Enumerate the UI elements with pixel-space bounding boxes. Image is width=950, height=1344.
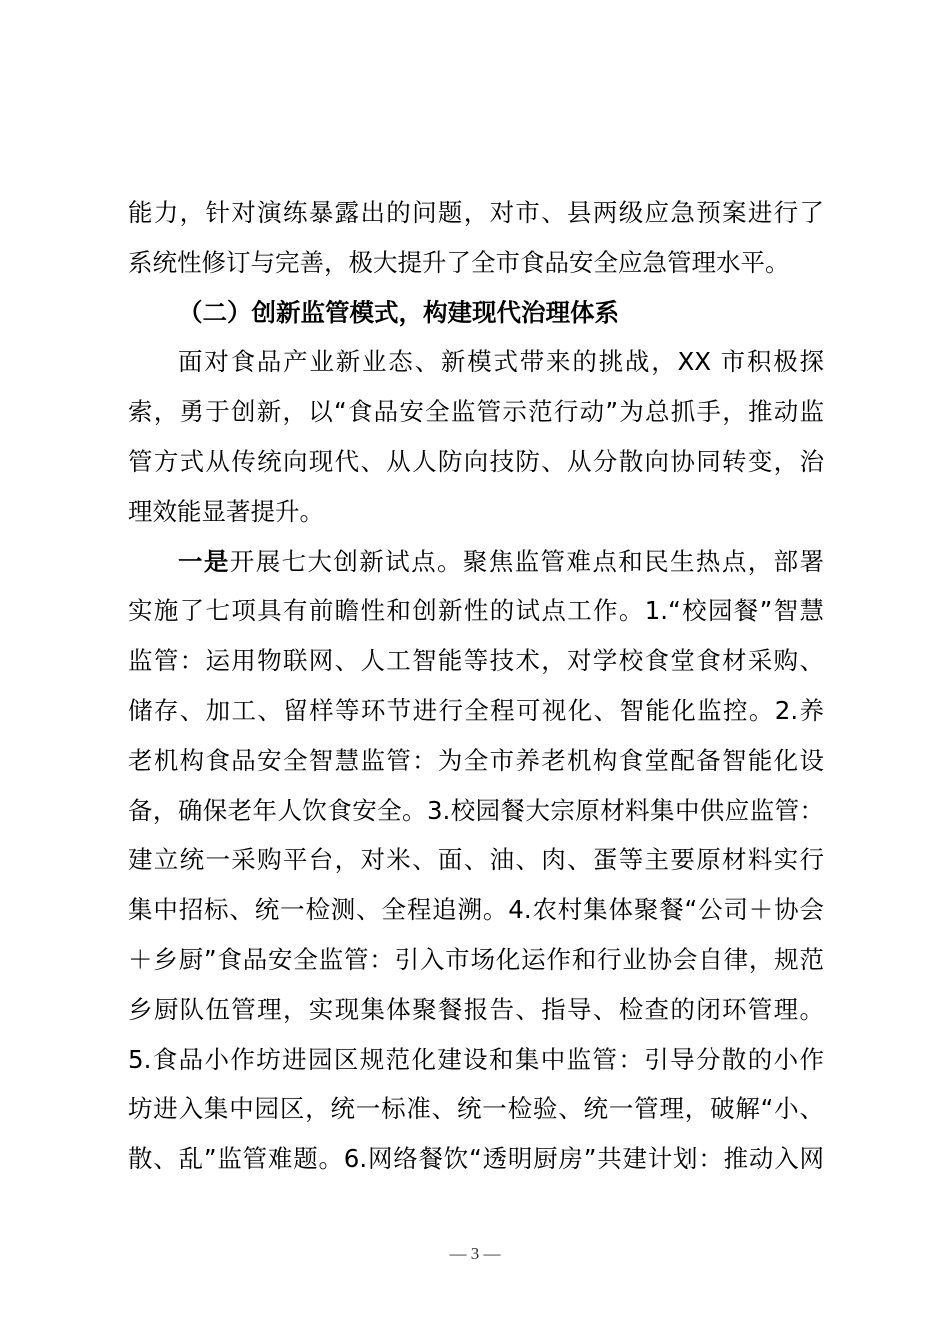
text-line <box>128 537 824 587</box>
text-line: 散、乱”监管难题。6.网络餐饮“透明厨房”共建计划：推动入网 <box>128 1144 824 1174</box>
text-line: 建立统一采购平台，对米、面、油、肉、蛋等主要原材料实行 <box>128 845 824 875</box>
text-line: 系统性修订与完善，极大提升了全市食品安全应急管理水平。 <box>128 247 790 277</box>
text-line: 能力，针对演练暴露出的问题，对市、县两级应急预案进行了 <box>128 198 824 227</box>
continuation-paragraph <box>128 188 824 288</box>
text-run: 开展七大创新试点。聚焦监管难点和民生热点，部署 <box>229 546 825 576</box>
bold-lead: 一是 <box>178 546 230 576</box>
text-line: 理效能显著提升。 <box>128 496 324 526</box>
text-line: 备，确保老年人饮食安全。3.校园餐大宗原材料集中供应监管： <box>128 795 824 825</box>
text-line: 储存、加工、留样等环节进行全程可视化、智能化监控。2.养 <box>128 695 824 725</box>
text-line: 管方式从传统向现代、从人防向技防、从分散向协同转变，治 <box>128 446 824 476</box>
paragraph-pilot-projects <box>128 537 824 1184</box>
text-line: ＋乡厨”食品安全监管：引入市场化运作和行业协会自律，规范 <box>128 944 824 974</box>
text-line: 索，勇于创新，以“食品安全监管示范行动”为总抓手，推动监 <box>128 397 824 427</box>
paragraph-innovation-intro <box>128 337 824 536</box>
text-line: 老机构食品安全智慧监管：为全市养老机构食堂配备智能化设 <box>128 745 824 775</box>
text-line: 实施了七项具有前瞻性和创新性的试点工作。1.“校园餐”智慧 <box>128 596 824 626</box>
section-heading: （二）创新监管模式，构建现代治理体系 <box>178 297 619 327</box>
document-body <box>128 188 824 1184</box>
text-line: 集中招标、统一检测、全程追溯。4.农村集体聚餐“公司＋协会 <box>128 895 824 925</box>
page-number: — 3 — <box>449 1244 501 1263</box>
text-line: 监管：运用物联网、人工智能等技术，对学校食堂食材采购、 <box>128 646 824 676</box>
text-line: 乡厨队伍管理，实现集体聚餐报告、指导、检查的闭环管理。 <box>128 994 824 1024</box>
text-line: 坊进入集中园区，统一标准、统一检验、统一管理，破解“小、 <box>128 1094 824 1124</box>
text-line: 面对食品产业新业态、新模式带来的挑战，XX 市积极探 <box>178 347 824 377</box>
text-line: 5.食品小作坊进园区规范化建设和集中监管：引导分散的小作 <box>128 1044 824 1074</box>
